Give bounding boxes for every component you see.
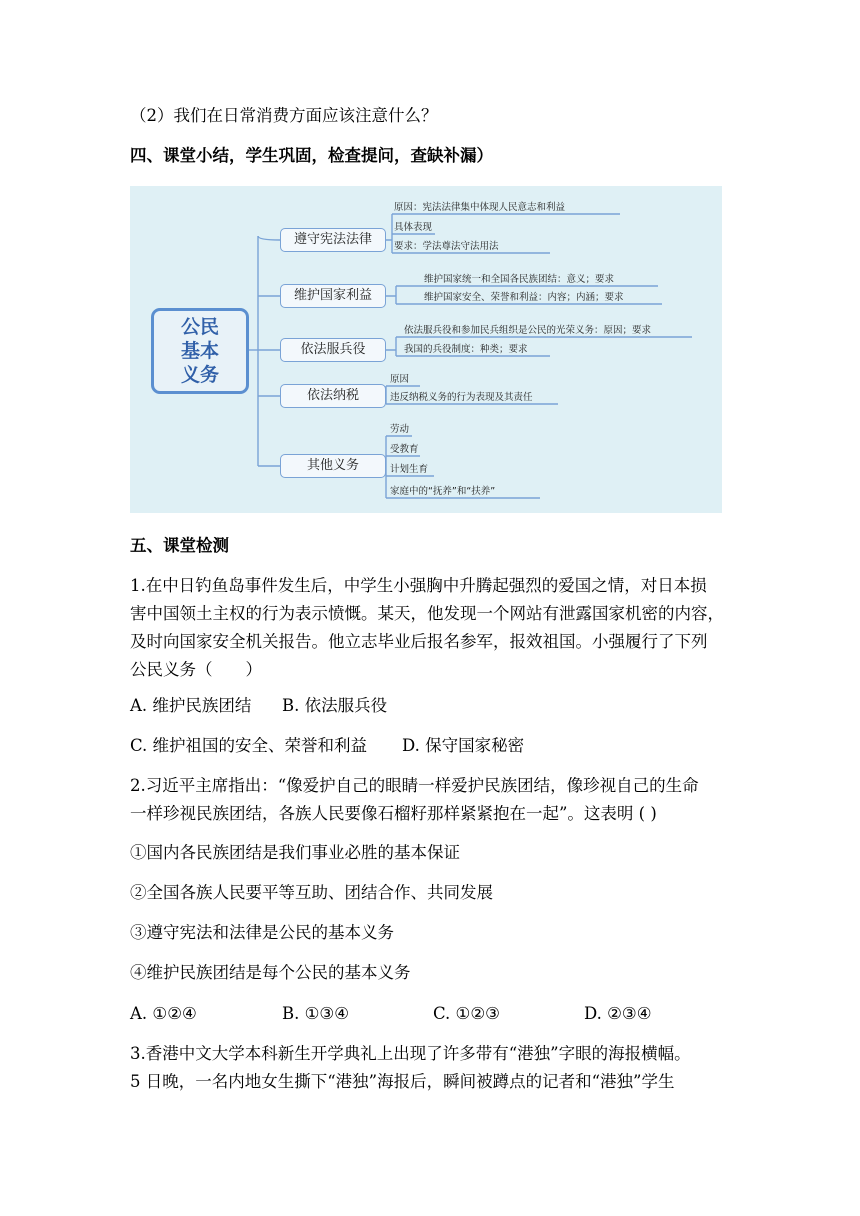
q2-option-c: C. ①②③ [433, 1004, 500, 1023]
q1-option-c: C. 维护祖国的安全、荣誉和利益 [130, 736, 368, 755]
mindmap-leaf: 维护国家统一和全国各民族团结：意义；要求 [424, 274, 615, 285]
question-text: （2）我们在日常消费方面应该注意什么？ [130, 106, 438, 125]
q2-option-a: A. ①②④ [130, 1004, 197, 1023]
mindmap-branch: 维护国家利益 [280, 284, 386, 308]
section-heading-test: 五、课堂检测 [130, 536, 229, 555]
mindmap-leaf: 依法服兵役和参加民兵组织是公民的光荣义务：原因；要求 [404, 325, 652, 336]
mindmap-leaf: 要求：学法尊法守法用法 [394, 241, 499, 252]
q1-option-d: D. 保守国家秘密 [402, 736, 525, 755]
mindmap-leaf: 受教育 [390, 444, 419, 455]
mindmap-branch: 其他义务 [280, 454, 386, 478]
q1-option-a: A. 维护民族团结 [130, 696, 252, 715]
mindmap-branch: 依法纳税 [280, 384, 386, 408]
mindmap-leaf: 违反纳税义务的行为表现及其责任 [390, 392, 533, 403]
mindmap-leaf: 维护国家安全、荣誉和利益：内容；内涵；要求 [424, 292, 624, 303]
q1-line: 1.在中日钓鱼岛事件发生后，中学生小强胸中升腾起强烈的爱国之情，对日本损 [130, 576, 707, 595]
q3-line: 5 日晚，一名内地女生撕下“港独”海报后，瞬间被蹲点的记者和“港独”学生 [130, 1072, 675, 1091]
mindmap-diagram [130, 186, 722, 513]
q2-item: ④维护民族团结是每个公民的基本义务 [130, 963, 411, 982]
section-heading-summary: 四、课堂小结，学生巩固，检查提问，查缺补漏） [130, 146, 493, 165]
mindmap-leaf: 计划生育 [390, 464, 429, 475]
q2-line: 一样珍视民族团结，各族人民要像石榴籽那样紧紧抱在一起”。这表明 ( ) [130, 804, 657, 823]
mindmap-leaf: 我国的兵役制度：种类；要求 [404, 344, 528, 355]
q2-item: ③遵守宪法和法律是公民的基本义务 [130, 923, 394, 942]
mindmap-leaf: 劳动 [390, 424, 410, 435]
q2-line: 2.习近平主席指出：“像爱护自己的眼睛一样爱护民族团结，像珍视自己的生命 [130, 776, 699, 795]
q2-item: ①国内各民族团结是我们事业必胜的基本保证 [130, 843, 460, 862]
mindmap-branch: 依法服兵役 [280, 338, 386, 362]
mindmap-leaf: 家庭中的“抚养”和“扶养” [390, 486, 496, 497]
mindmap-root: 公民 基本 义务 [151, 308, 249, 394]
q2-item: ②全国各族人民要平等互助、团结合作、共同发展 [130, 883, 493, 902]
mindmap-leaf: 具体表现 [394, 222, 433, 233]
q1-line: 公民义务（ ） [130, 660, 262, 679]
mindmap-leaf: 原因：宪法法律集中体现人民意志和利益 [394, 202, 566, 213]
mindmap-branch: 遵守宪法法律 [280, 228, 386, 252]
q2-option-d: D. ②③④ [584, 1004, 652, 1023]
q1-line: 害中国领土主权的行为表示愤慨。某天，他发现一个网站有泄露国家机密的内容， [130, 604, 724, 623]
q3-line: 3.香港中文大学本科新生开学典礼上出现了许多带有“港独”字眼的海报横幅。 [130, 1044, 691, 1063]
mindmap-leaf: 原因 [390, 374, 410, 385]
q1-option-b: B. 依法服兵役 [282, 696, 388, 715]
q1-line: 及时向国家安全机关报告。他立志毕业后报名参军，报效祖国。小强履行了下列 [130, 632, 708, 651]
q2-option-b: B. ①③④ [282, 1004, 349, 1023]
